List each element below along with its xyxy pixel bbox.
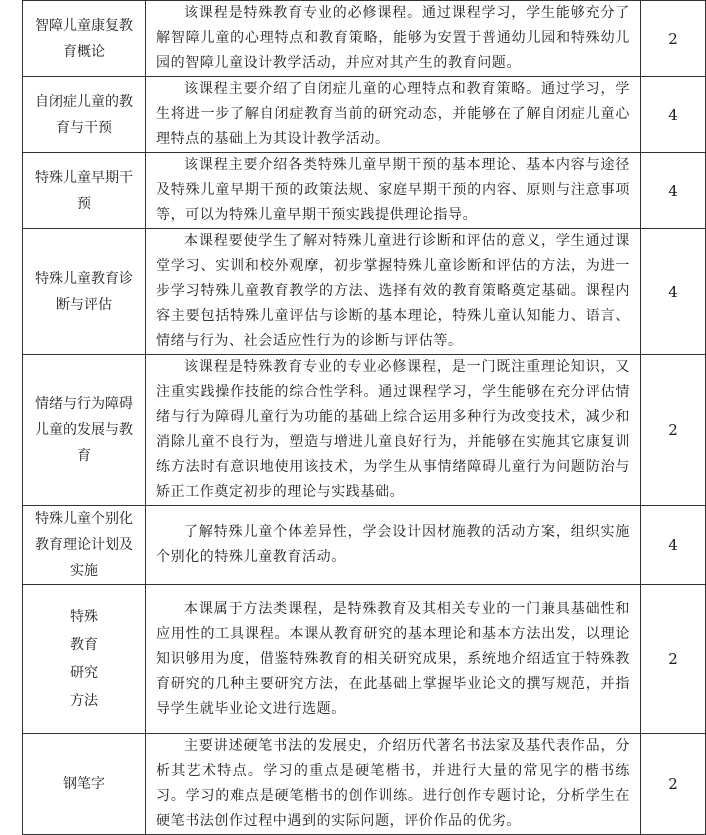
course-name: 特殊儿童个别化教育理论计划及实施 xyxy=(23,506,146,585)
course-name: 钢笔字 xyxy=(23,734,146,835)
course-description: 本课属于方法类课程，是特殊教育及其相关专业的一门兼具基础性和应用性的工具课程。本课从教育研究的基本理论和基本方法出发，以理论知识够用为度，借鉴特殊教育的相关研究成果，系统地介绍适宜于特殊教育研究的几种主要研究方法，在此基础上掌握毕业论文的撰写规范，并指导学生就毕业论文进行选题。 xyxy=(146,585,641,734)
table-row xyxy=(0,585,706,734)
course-credit: 4 xyxy=(641,153,706,229)
table-row xyxy=(0,77,706,153)
course-name: 特殊儿童早期干预 xyxy=(23,153,146,229)
course-name: 特殊儿童教育诊断与评估 xyxy=(23,229,146,355)
blank-cell xyxy=(0,1,23,835)
course-description: 主要讲述硬笔书法的发展史，介绍历代著名书法家及基代表作品，分析其艺术特点。学习的重点是硬笔楷书，并进行大量的常见字的楷书练习。学习的难点是硬笔楷书的创作训练。进行创作专题讨论，分析学生在硬笔书法创作过程中遇到的实际问题，评价作品的优劣。 xyxy=(146,734,641,835)
course-credit: 4 xyxy=(641,506,706,585)
table-row xyxy=(0,1,706,77)
table-row xyxy=(0,734,706,835)
table-row xyxy=(0,229,706,355)
course-credit: 2 xyxy=(641,355,706,506)
course-credit: 4 xyxy=(641,229,706,355)
course-credit: 2 xyxy=(641,734,706,835)
course-credit: 2 xyxy=(641,1,706,77)
course-description: 该课程主要介绍各类特殊儿童早期干预的基本理论、基本内容与途径及特殊儿童早期干预的政策法规、家庭早期干预的内容、原则与注意事项等，可以为特殊儿童早期干预实践提供理论指导。 xyxy=(146,153,641,229)
course-credit: 2 xyxy=(641,585,706,734)
course-name-line: 方法 xyxy=(70,693,98,709)
course-description: 该课程是特殊教育专业的专业必修课程，是一门既注重理论知识，又注重实践操作技能的综合性学科。通过课程学习，学生能够在充分评估情绪与行为障碍儿童行为功能的基础上综合运用多种行为改变技术，减少和消除儿童不良行为，塑造与增进儿童良好行为，并能够在实施其它康复训练方法时有意识地使用该技术，为学生从事情绪障碍儿童行为问题防治与矫正工作奠定初步的理论与实践基础。 xyxy=(146,355,641,506)
course-description: 本课程要使学生了解对特殊儿童进行诊断和评估的意义，学生通过课堂学习、实训和校外观摩，初步掌握特殊儿童诊断和评估的方法，为进一步学习特殊儿童教育教学的方法、选择有效的教育策略奠定基础。课程内容主要包括特殊儿童评估与诊断的基本理论，特殊儿童认知能力、语言、情绪与行为、社会适应性行为的诊断与评估等。 xyxy=(146,229,641,355)
course-credit: 4 xyxy=(641,77,706,153)
course-name: 自闭症儿童的教育与干预 xyxy=(23,77,146,153)
table-row xyxy=(0,153,706,229)
course-name: 情绪与行为障碍儿童的发展与教育 xyxy=(23,355,146,506)
course-name: 智障儿童康复教育概论 xyxy=(23,1,146,77)
table-row xyxy=(0,355,706,506)
course-name-line: 研究 xyxy=(70,665,98,681)
course-name-line: 特殊 xyxy=(70,609,98,625)
course-name-line: 教育 xyxy=(70,637,98,653)
table-row xyxy=(0,506,706,585)
course-description: 该课程主要介绍了自闭症儿童的心理特点和教育策略。通过学习，学生将进一步了解自闭症教育当前的研究动态，并能够在了解自闭症儿童心理特点的基础上为其设计教学活动。 xyxy=(146,77,641,153)
course-description: 该课程是特殊教育专业的必修课程。通过课程学习，学生能够充分了解智障儿童的心理特点和教育策略，能够为安置于普通幼儿园和特殊幼儿园的智障儿童设计教学活动，并应对其产生的教育问题。 xyxy=(146,1,641,77)
course-name xyxy=(23,585,146,734)
course-description: 了解特殊儿童个体差异性，学会设计因材施教的活动方案，组织实施个别化的特殊儿童教育活动。 xyxy=(146,506,641,585)
